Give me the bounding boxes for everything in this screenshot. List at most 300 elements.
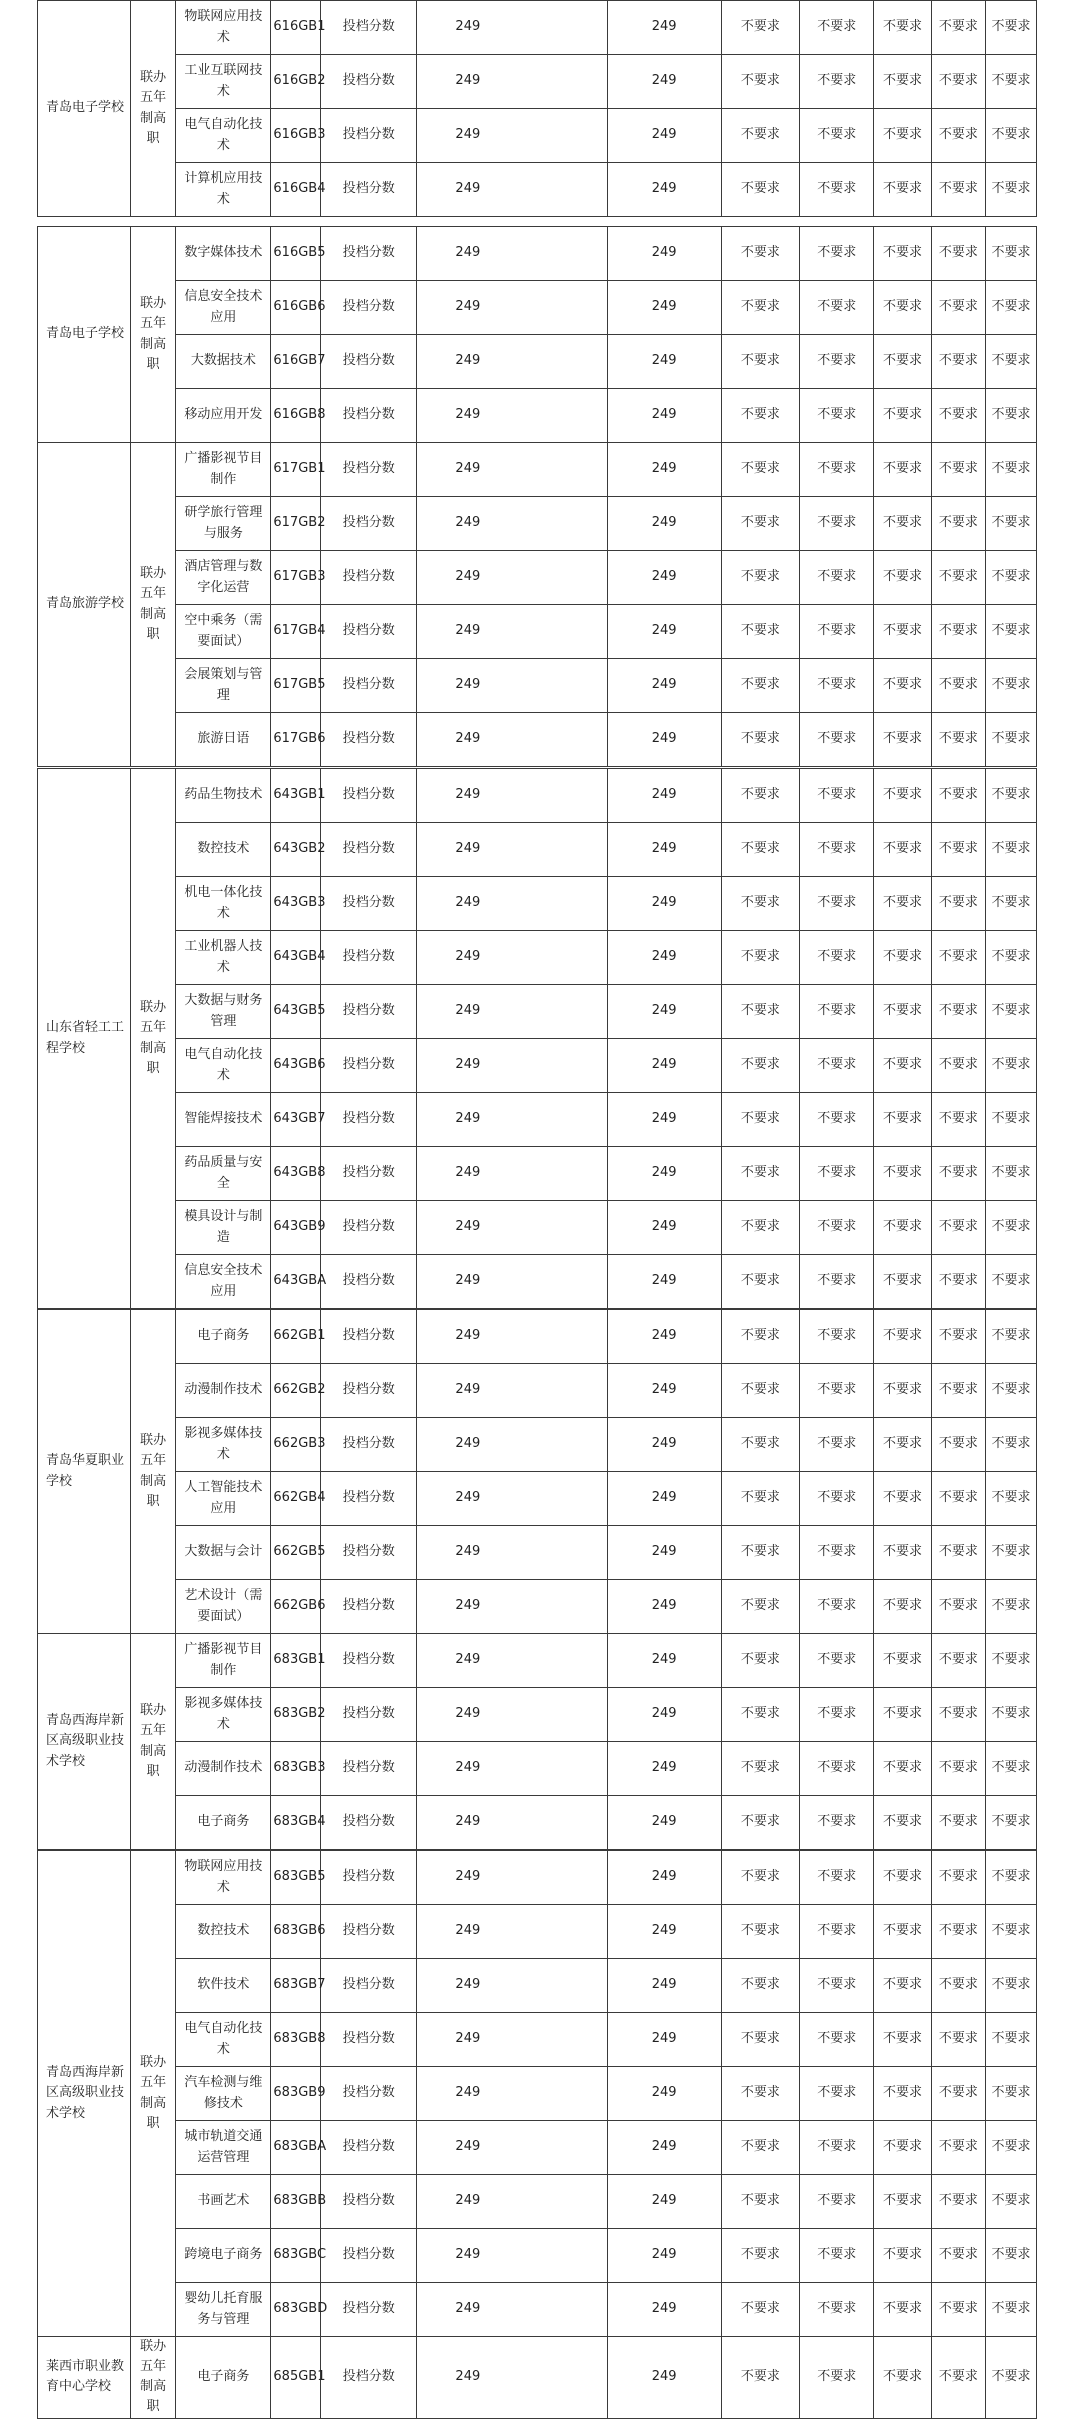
major-name-cell: 动漫制作技术	[176, 1364, 271, 1418]
table-block	[37, 0, 1037, 217]
requirement-cell-5: 不要求	[986, 1851, 1037, 1905]
admission-basis-cell: 投档分数	[321, 1310, 417, 1364]
requirement-cell-3: 不要求	[874, 2229, 932, 2283]
requirement-cell-1: 不要求	[721, 2229, 800, 2283]
requirement-cell-1: 不要求	[721, 2013, 800, 2067]
requirement-cell-5: 不要求	[986, 1255, 1037, 1309]
min-score-cell: 249	[417, 659, 607, 713]
requirement-cell-4: 不要求	[931, 2337, 985, 2419]
requirement-cell-3: 不要求	[874, 1039, 932, 1093]
admission-basis-cell: 投档分数	[321, 2013, 417, 2067]
table-row	[38, 1472, 1037, 1526]
requirement-cell-5: 不要求	[986, 605, 1037, 659]
requirement-cell-2: 不要求	[800, 1364, 874, 1418]
admission-basis-cell: 投档分数	[321, 109, 417, 163]
min-score-cell: 249	[417, 1201, 607, 1255]
requirement-cell-5: 不要求	[986, 1472, 1037, 1526]
major-name-cell: 电气自动化技术	[176, 1039, 271, 1093]
program-type-cell: 联办五年制高职	[130, 769, 175, 1309]
table-row	[38, 1255, 1037, 1309]
requirement-cell-5: 不要求	[986, 713, 1037, 767]
requirement-cell-4: 不要求	[931, 1201, 985, 1255]
requirement-cell-2: 不要求	[800, 163, 874, 217]
requirement-cell-3: 不要求	[874, 1688, 932, 1742]
min-score-cell: 249	[417, 1796, 607, 1850]
control-score-cell: 249	[607, 443, 721, 497]
admission-basis-cell: 投档分数	[321, 281, 417, 335]
major-code-cell: 683GB7	[271, 1959, 321, 2013]
table-row	[38, 1959, 1037, 2013]
admission-basis-cell: 投档分数	[321, 1959, 417, 2013]
requirement-cell-4: 不要求	[931, 2175, 985, 2229]
control-score-cell: 249	[607, 713, 721, 767]
requirement-cell-5: 不要求	[986, 1634, 1037, 1688]
admission-basis-cell: 投档分数	[321, 877, 417, 931]
requirement-cell-4: 不要求	[931, 55, 985, 109]
program-type-cell: 联办五年制高职	[130, 1851, 175, 2337]
major-code-cell: 683GB4	[271, 1796, 321, 1850]
control-score-cell: 249	[607, 1418, 721, 1472]
requirement-cell-1: 不要求	[721, 2067, 800, 2121]
min-score-cell: 249	[417, 1634, 607, 1688]
requirement-cell-2: 不要求	[800, 1310, 874, 1364]
major-name-cell: 电子商务	[176, 1310, 271, 1364]
major-code-cell: 683GB6	[271, 1905, 321, 1959]
requirement-cell-1: 不要求	[721, 823, 800, 877]
requirement-cell-3: 不要求	[874, 1201, 932, 1255]
min-score-cell: 249	[417, 1418, 607, 1472]
min-score-cell: 249	[417, 605, 607, 659]
requirement-cell-4: 不要求	[931, 163, 985, 217]
requirement-cell-3: 不要求	[874, 2283, 932, 2337]
requirement-cell-3: 不要求	[874, 1634, 932, 1688]
major-name-cell: 城市轨道交通运营管理	[176, 2121, 271, 2175]
requirement-cell-4: 不要求	[931, 713, 985, 767]
control-score-cell: 249	[607, 1472, 721, 1526]
requirement-cell-1: 不要求	[721, 931, 800, 985]
control-score-cell: 249	[607, 985, 721, 1039]
min-score-cell: 249	[417, 2229, 607, 2283]
requirement-cell-5: 不要求	[986, 163, 1037, 217]
major-code-cell: 617GB1	[271, 443, 321, 497]
requirement-cell-1: 不要求	[721, 713, 800, 767]
requirement-cell-1: 不要求	[721, 109, 800, 163]
min-score-cell: 249	[417, 497, 607, 551]
table-row	[38, 1634, 1037, 1688]
requirement-cell-1: 不要求	[721, 1147, 800, 1201]
control-score-cell: 249	[607, 1580, 721, 1634]
requirement-cell-5: 不要求	[986, 1688, 1037, 1742]
major-code-cell: 643GB3	[271, 877, 321, 931]
requirement-cell-1: 不要求	[721, 1580, 800, 1634]
admission-basis-cell: 投档分数	[321, 1, 417, 55]
requirement-cell-3: 不要求	[874, 1580, 932, 1634]
major-code-cell: 683GBC	[271, 2229, 321, 2283]
major-name-cell: 智能焊接技术	[176, 1093, 271, 1147]
control-score-cell: 249	[607, 1255, 721, 1309]
requirement-cell-2: 不要求	[800, 659, 874, 713]
requirement-cell-2: 不要求	[800, 227, 874, 281]
requirement-cell-4: 不要求	[931, 1093, 985, 1147]
requirement-cell-3: 不要求	[874, 281, 932, 335]
major-name-cell: 软件技术	[176, 1959, 271, 2013]
control-score-cell: 249	[607, 1796, 721, 1850]
requirement-cell-4: 不要求	[931, 877, 985, 931]
requirement-cell-5: 不要求	[986, 227, 1037, 281]
requirement-cell-4: 不要求	[931, 1526, 985, 1580]
requirement-cell-1: 不要求	[721, 1310, 800, 1364]
major-name-cell: 计算机应用技术	[176, 163, 271, 217]
admission-basis-cell: 投档分数	[321, 659, 417, 713]
table-row	[38, 1039, 1037, 1093]
major-code-cell: 616GB8	[271, 389, 321, 443]
major-code-cell: 643GB6	[271, 1039, 321, 1093]
min-score-cell: 249	[417, 985, 607, 1039]
admission-basis-cell: 投档分数	[321, 2067, 417, 2121]
control-score-cell: 249	[607, 2175, 721, 2229]
major-code-cell: 643GB7	[271, 1093, 321, 1147]
control-score-cell: 249	[607, 497, 721, 551]
requirement-cell-4: 不要求	[931, 1796, 985, 1850]
requirement-cell-1: 不要求	[721, 1742, 800, 1796]
control-score-cell: 249	[607, 109, 721, 163]
table-row	[38, 551, 1037, 605]
admission-basis-cell: 投档分数	[321, 55, 417, 109]
major-code-cell: 662GB4	[271, 1472, 321, 1526]
requirement-cell-2: 不要求	[800, 2229, 874, 2283]
requirement-cell-4: 不要求	[931, 605, 985, 659]
table-row	[38, 1688, 1037, 1742]
requirement-cell-1: 不要求	[721, 1, 800, 55]
requirement-cell-3: 不要求	[874, 1742, 932, 1796]
major-code-cell: 683GB5	[271, 1851, 321, 1905]
control-score-cell: 249	[607, 1310, 721, 1364]
requirement-cell-5: 不要求	[986, 109, 1037, 163]
requirement-cell-5: 不要求	[986, 335, 1037, 389]
min-score-cell: 249	[417, 281, 607, 335]
requirement-cell-5: 不要求	[986, 2337, 1037, 2419]
requirement-cell-4: 不要求	[931, 1472, 985, 1526]
requirement-cell-5: 不要求	[986, 2067, 1037, 2121]
major-name-cell: 旅游日语	[176, 713, 271, 767]
major-code-cell: 643GB9	[271, 1201, 321, 1255]
requirement-cell-1: 不要求	[721, 1472, 800, 1526]
major-name-cell: 电气自动化技术	[176, 2013, 271, 2067]
requirement-cell-1: 不要求	[721, 605, 800, 659]
requirement-cell-4: 不要求	[931, 931, 985, 985]
requirement-cell-2: 不要求	[800, 1959, 874, 2013]
major-code-cell: 643GB1	[271, 769, 321, 823]
major-name-cell: 大数据与会计	[176, 1526, 271, 1580]
major-name-cell: 药品生物技术	[176, 769, 271, 823]
requirement-cell-3: 不要求	[874, 2337, 932, 2419]
requirement-cell-3: 不要求	[874, 551, 932, 605]
table-block	[37, 1850, 1037, 2419]
min-score-cell: 249	[417, 2283, 607, 2337]
table-row	[38, 2175, 1037, 2229]
requirement-cell-3: 不要求	[874, 1147, 932, 1201]
major-code-cell: 662GB3	[271, 1418, 321, 1472]
requirement-cell-3: 不要求	[874, 389, 932, 443]
control-score-cell: 249	[607, 931, 721, 985]
table-block	[37, 1309, 1037, 1850]
requirement-cell-4: 不要求	[931, 1255, 985, 1309]
requirement-cell-5: 不要求	[986, 551, 1037, 605]
requirement-cell-4: 不要求	[931, 551, 985, 605]
control-score-cell: 249	[607, 1634, 721, 1688]
requirement-cell-4: 不要求	[931, 1905, 985, 1959]
major-name-cell: 工业机器人技术	[176, 931, 271, 985]
requirement-cell-5: 不要求	[986, 281, 1037, 335]
requirement-cell-1: 不要求	[721, 877, 800, 931]
requirement-cell-3: 不要求	[874, 497, 932, 551]
requirement-cell-5: 不要求	[986, 1905, 1037, 1959]
admission-basis-cell: 投档分数	[321, 1742, 417, 1796]
major-name-cell: 电子商务	[176, 2337, 271, 2419]
requirement-cell-3: 不要求	[874, 659, 932, 713]
requirement-cell-5: 不要求	[986, 659, 1037, 713]
requirement-cell-5: 不要求	[986, 931, 1037, 985]
table-row	[38, 1, 1037, 55]
requirement-cell-3: 不要求	[874, 1905, 932, 1959]
requirement-cell-2: 不要求	[800, 823, 874, 877]
major-name-cell: 婴幼儿托育服务与管理	[176, 2283, 271, 2337]
requirement-cell-3: 不要求	[874, 2121, 932, 2175]
requirement-cell-4: 不要求	[931, 1742, 985, 1796]
requirement-cell-1: 不要求	[721, 985, 800, 1039]
school-name-cell: 青岛西海岸新区高级职业技术学校	[38, 1851, 131, 2337]
requirement-cell-3: 不要求	[874, 1526, 932, 1580]
table-row	[38, 713, 1037, 767]
requirement-cell-3: 不要求	[874, 1472, 932, 1526]
major-code-cell: 662GB5	[271, 1526, 321, 1580]
control-score-cell: 249	[607, 605, 721, 659]
requirement-cell-2: 不要求	[800, 1472, 874, 1526]
requirement-cell-2: 不要求	[800, 2175, 874, 2229]
major-name-cell: 工业互联网技术	[176, 55, 271, 109]
school-name-cell: 青岛电子学校	[38, 1, 131, 217]
requirement-cell-1: 不要求	[721, 1796, 800, 1850]
requirement-cell-5: 不要求	[986, 389, 1037, 443]
requirement-cell-3: 不要求	[874, 1418, 932, 1472]
major-name-cell: 广播影视节目制作	[176, 443, 271, 497]
school-name-cell: 青岛旅游学校	[38, 443, 131, 767]
admission-basis-cell: 投档分数	[321, 1851, 417, 1905]
school-name-cell: 青岛电子学校	[38, 227, 131, 443]
table-row	[38, 109, 1037, 163]
admission-basis-cell: 投档分数	[321, 1526, 417, 1580]
major-name-cell: 机电一体化技术	[176, 877, 271, 931]
table-row	[38, 497, 1037, 551]
admission-basis-cell: 投档分数	[321, 1472, 417, 1526]
admission-basis-cell: 投档分数	[321, 1634, 417, 1688]
control-score-cell: 249	[607, 769, 721, 823]
admission-basis-cell: 投档分数	[321, 1039, 417, 1093]
requirement-cell-3: 不要求	[874, 335, 932, 389]
min-score-cell: 249	[417, 2121, 607, 2175]
requirement-cell-2: 不要求	[800, 605, 874, 659]
requirement-cell-4: 不要求	[931, 823, 985, 877]
major-name-cell: 电子商务	[176, 1796, 271, 1850]
major-code-cell: 617GB4	[271, 605, 321, 659]
admission-basis-cell: 投档分数	[321, 1255, 417, 1309]
min-score-cell: 249	[417, 2013, 607, 2067]
table-row	[38, 1418, 1037, 1472]
requirement-cell-5: 不要求	[986, 1364, 1037, 1418]
control-score-cell: 249	[607, 1742, 721, 1796]
requirement-cell-2: 不要求	[800, 2067, 874, 2121]
min-score-cell: 249	[417, 163, 607, 217]
major-name-cell: 模具设计与制造	[176, 1201, 271, 1255]
min-score-cell: 249	[417, 1310, 607, 1364]
requirement-cell-5: 不要求	[986, 1201, 1037, 1255]
requirement-cell-4: 不要求	[931, 1364, 985, 1418]
requirement-cell-1: 不要求	[721, 769, 800, 823]
requirement-cell-5: 不要求	[986, 1, 1037, 55]
requirement-cell-2: 不要求	[800, 1, 874, 55]
admission-basis-cell: 投档分数	[321, 1796, 417, 1850]
min-score-cell: 249	[417, 335, 607, 389]
admission-basis-cell: 投档分数	[321, 823, 417, 877]
min-score-cell: 249	[417, 1580, 607, 1634]
min-score-cell: 249	[417, 551, 607, 605]
control-score-cell: 249	[607, 2013, 721, 2067]
major-name-cell: 跨境电子商务	[176, 2229, 271, 2283]
admission-basis-cell: 投档分数	[321, 443, 417, 497]
requirement-cell-3: 不要求	[874, 2067, 932, 2121]
requirement-cell-2: 不要求	[800, 931, 874, 985]
table-block	[37, 226, 1037, 767]
requirement-cell-1: 不要求	[721, 1634, 800, 1688]
program-type-cell: 联办五年制高职	[130, 443, 175, 767]
program-type-cell: 联办五年制高职	[130, 1310, 175, 1634]
school-name-cell: 青岛西海岸新区高级职业技术学校	[38, 1634, 131, 1850]
table-row	[38, 1093, 1037, 1147]
school-name-cell: 山东省轻工工程学校	[38, 769, 131, 1309]
table-row	[38, 1851, 1037, 1905]
major-name-cell: 信息安全技术应用	[176, 1255, 271, 1309]
requirement-cell-2: 不要求	[800, 2121, 874, 2175]
major-code-cell: 643GB4	[271, 931, 321, 985]
major-code-cell: 643GB2	[271, 823, 321, 877]
requirement-cell-1: 不要求	[721, 2175, 800, 2229]
admission-basis-cell: 投档分数	[321, 1093, 417, 1147]
control-score-cell: 249	[607, 1039, 721, 1093]
requirement-cell-3: 不要求	[874, 769, 932, 823]
requirement-cell-5: 不要求	[986, 2121, 1037, 2175]
table-row	[38, 823, 1037, 877]
major-name-cell: 数字媒体技术	[176, 227, 271, 281]
major-name-cell: 数控技术	[176, 1905, 271, 1959]
requirement-cell-2: 不要求	[800, 1039, 874, 1093]
control-score-cell: 249	[607, 1526, 721, 1580]
requirement-cell-5: 不要求	[986, 1418, 1037, 1472]
min-score-cell: 249	[417, 931, 607, 985]
table-row	[38, 163, 1037, 217]
requirement-cell-2: 不要求	[800, 1796, 874, 1850]
min-score-cell: 249	[417, 2337, 607, 2419]
requirement-cell-2: 不要求	[800, 985, 874, 1039]
requirement-cell-5: 不要求	[986, 1310, 1037, 1364]
admission-basis-cell: 投档分数	[321, 985, 417, 1039]
min-score-cell: 249	[417, 2175, 607, 2229]
admission-basis-cell: 投档分数	[321, 389, 417, 443]
major-name-cell: 汽车检测与维修技术	[176, 2067, 271, 2121]
admission-basis-cell: 投档分数	[321, 2283, 417, 2337]
requirement-cell-5: 不要求	[986, 877, 1037, 931]
requirement-cell-1: 不要求	[721, 227, 800, 281]
admission-basis-cell: 投档分数	[321, 1688, 417, 1742]
table-row	[38, 1905, 1037, 1959]
admission-basis-cell: 投档分数	[321, 1201, 417, 1255]
major-name-cell: 动漫制作技术	[176, 1742, 271, 1796]
major-code-cell: 683GB3	[271, 1742, 321, 1796]
control-score-cell: 249	[607, 1959, 721, 2013]
requirement-cell-4: 不要求	[931, 1310, 985, 1364]
major-name-cell: 物联网应用技术	[176, 1, 271, 55]
requirement-cell-4: 不要求	[931, 2229, 985, 2283]
control-score-cell: 249	[607, 1364, 721, 1418]
requirement-cell-2: 不要求	[800, 877, 874, 931]
requirement-cell-3: 不要求	[874, 163, 932, 217]
table-block	[37, 768, 1037, 1309]
requirement-cell-1: 不要求	[721, 1255, 800, 1309]
table-row	[38, 227, 1037, 281]
table-row	[38, 1201, 1037, 1255]
control-score-cell: 249	[607, 1201, 721, 1255]
major-code-cell: 616GB6	[271, 281, 321, 335]
major-code-cell: 617GB6	[271, 713, 321, 767]
major-code-cell: 662GB1	[271, 1310, 321, 1364]
requirement-cell-2: 不要求	[800, 497, 874, 551]
table-row	[38, 389, 1037, 443]
table-row	[38, 985, 1037, 1039]
requirement-cell-2: 不要求	[800, 1201, 874, 1255]
requirement-cell-1: 不要求	[721, 335, 800, 389]
min-score-cell: 249	[417, 1526, 607, 1580]
requirement-cell-1: 不要求	[721, 281, 800, 335]
major-code-cell: 617GB2	[271, 497, 321, 551]
requirement-cell-2: 不要求	[800, 769, 874, 823]
major-name-cell: 信息安全技术应用	[176, 281, 271, 335]
major-name-cell: 广播影视节目制作	[176, 1634, 271, 1688]
min-score-cell: 249	[417, 823, 607, 877]
table-row	[38, 55, 1037, 109]
min-score-cell: 249	[417, 1472, 607, 1526]
major-name-cell: 药品质量与安全	[176, 1147, 271, 1201]
program-type-cell: 联办五年制高职	[130, 2337, 175, 2419]
major-code-cell: 617GB5	[271, 659, 321, 713]
major-name-cell: 数控技术	[176, 823, 271, 877]
table-row	[38, 931, 1037, 985]
min-score-cell: 249	[417, 55, 607, 109]
requirement-cell-3: 不要求	[874, 713, 932, 767]
requirement-cell-2: 不要求	[800, 109, 874, 163]
requirement-cell-5: 不要求	[986, 1039, 1037, 1093]
school-name-cell: 莱西市职业教育中心学校	[38, 2337, 131, 2419]
requirement-cell-2: 不要求	[800, 1093, 874, 1147]
requirement-cell-3: 不要求	[874, 443, 932, 497]
major-code-cell: 616GB1	[271, 1, 321, 55]
control-score-cell: 249	[607, 55, 721, 109]
requirement-cell-3: 不要求	[874, 985, 932, 1039]
requirement-cell-3: 不要求	[874, 109, 932, 163]
table-row	[38, 1310, 1037, 1364]
major-code-cell: 683GB9	[271, 2067, 321, 2121]
major-code-cell: 617GB3	[271, 551, 321, 605]
admission-basis-cell: 投档分数	[321, 335, 417, 389]
requirement-cell-1: 不要求	[721, 1851, 800, 1905]
